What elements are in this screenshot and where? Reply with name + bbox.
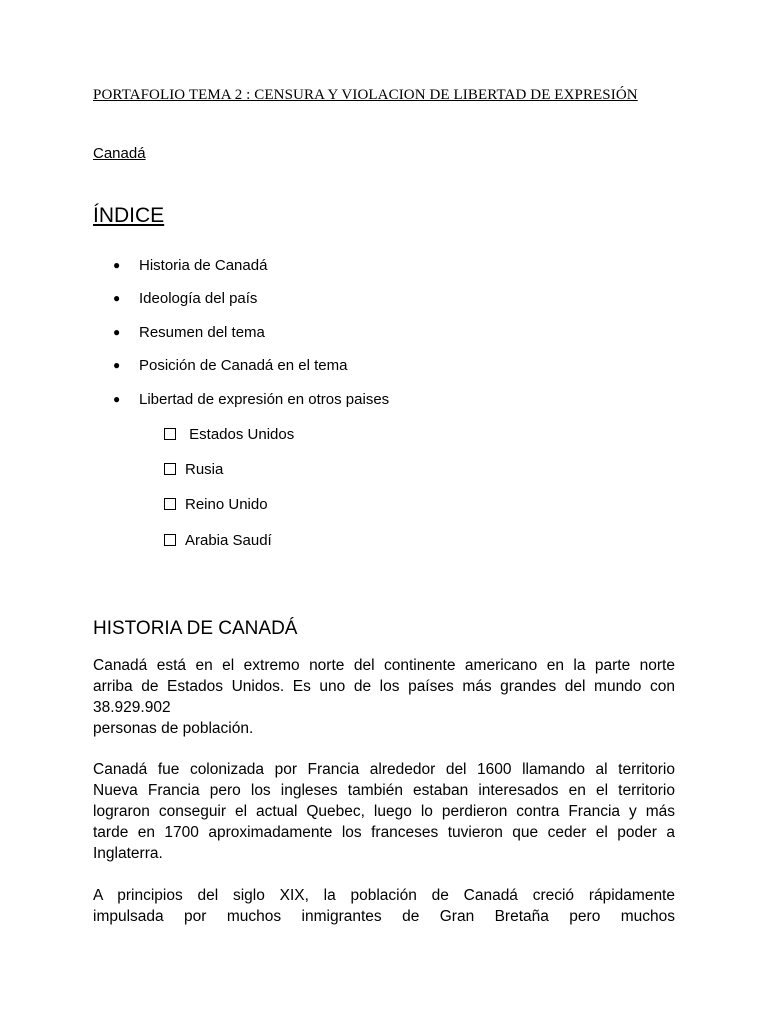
sub-list-item: [164, 496, 268, 513]
paragraph-3: [93, 885, 675, 927]
list-item: [113, 357, 347, 374]
list-item: [113, 324, 265, 341]
sub-list-item: [164, 532, 272, 549]
paragraph-line: Canadá fue colonizada por Francia alrededor del 1600 llamando al territorio: [93, 761, 675, 778]
checkbox-icon: [164, 463, 176, 475]
sub-list-item-label: Arabia Saudí: [185, 532, 272, 549]
paragraph-2: [93, 759, 675, 864]
bullet-icon: ●: [113, 291, 121, 305]
paragraph-line: impulsada por muchos inmigrantes de Gran Bretaña pero muchos: [93, 908, 675, 925]
checkbox-icon: [164, 534, 176, 546]
list-item-label: Ideología del país: [139, 290, 258, 307]
sub-list-item: [164, 426, 294, 443]
paragraph-line: personas de población.: [93, 720, 254, 737]
paragraph-line: lograron conseguir el actual Quebec, luego lo perdieron contra Francia y más: [93, 803, 675, 820]
paragraph-line: Canadá está en el extremo norte del continente americano en la parte norte: [93, 657, 675, 674]
bullet-icon: ●: [113, 358, 121, 372]
paragraph-line: 38.929.902: [93, 699, 171, 716]
paragraph-line: A principios del siglo XIX, la población de Canadá creció rápidamente: [93, 887, 675, 904]
paragraph-1: [93, 655, 675, 739]
paragraph-line: arriba de Estados Unidos. Es uno de los países más grandes del mundo con: [93, 678, 675, 695]
list-item: [113, 290, 257, 307]
paragraph-line: Inglaterra.: [93, 845, 163, 862]
list-item-label: Historia de Canadá: [139, 257, 268, 274]
sub-list-item-label: Rusia: [185, 461, 224, 478]
paragraph-line: Nueva Francia pero los ingleses también estaban interesados en el territorio: [93, 782, 675, 799]
list-item-label: Resumen del tema: [139, 324, 265, 341]
sub-list-item: [164, 461, 223, 478]
list-item-label: Posición de Canadá en el tema: [139, 357, 348, 374]
section-heading: HISTORIA DE CANADÁ: [93, 618, 298, 639]
document-title: PORTAFOLIO TEMA 2 : CENSURA Y VIOLACION DE LIBERTAD DE EXPRESIÓN: [93, 87, 638, 103]
checkbox-icon: [164, 498, 176, 510]
bullet-icon: ●: [113, 258, 121, 272]
bullet-icon: ●: [113, 325, 121, 339]
sub-list-item-label: Estados Unidos: [185, 426, 295, 443]
index-heading: ÍNDICE: [93, 204, 165, 227]
bullet-icon: ●: [113, 392, 121, 406]
list-item-label: Libertad de expresión en otros paises: [139, 391, 390, 408]
list-item: [113, 391, 389, 408]
paragraph-line: tarde en 1700 aproximadamente los franceses tuvieron que ceder el poder a: [93, 824, 675, 841]
sub-list-item-label: Reino Unido: [185, 496, 268, 513]
document-subtitle: Canadá: [93, 145, 146, 162]
checkbox-icon: [164, 428, 176, 440]
list-item: [113, 257, 267, 274]
